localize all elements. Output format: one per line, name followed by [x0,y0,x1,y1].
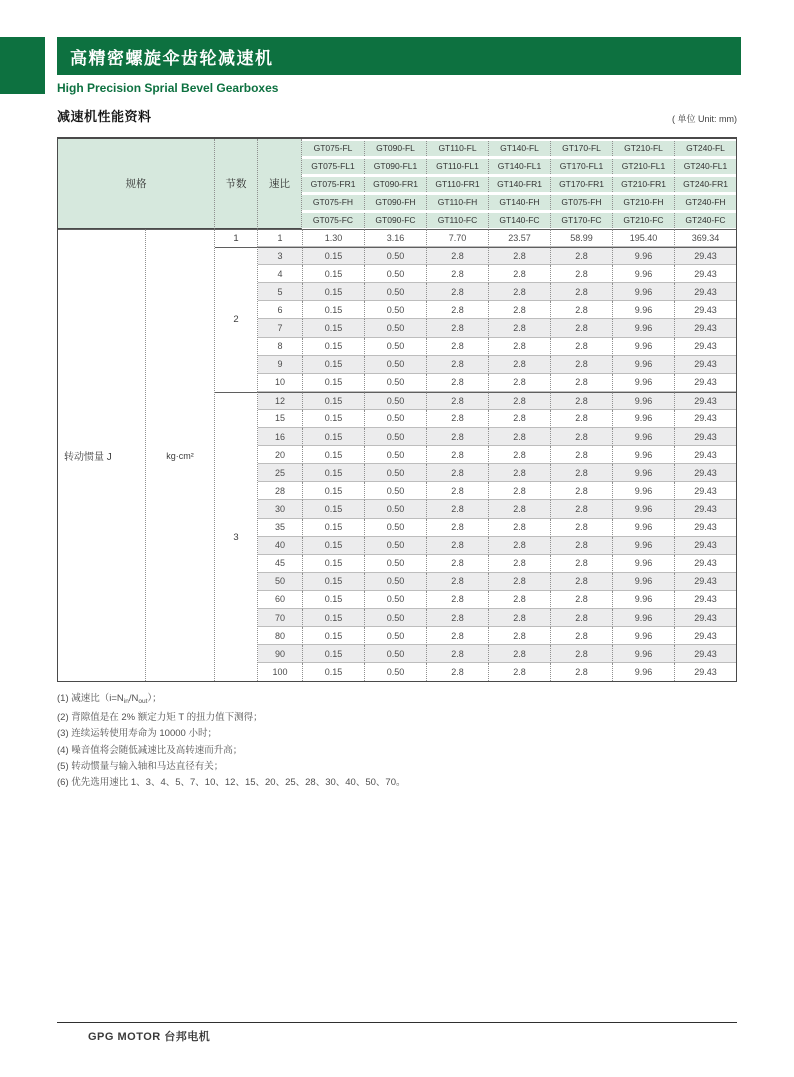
value-cell: 2.8 [488,482,550,500]
value-cell: 9.96 [612,283,674,301]
value-cell: 0.50 [364,537,426,555]
value-cell: 0.15 [302,482,364,500]
ratio-cell: 40 [258,537,302,555]
value-cell: 9.96 [612,301,674,319]
value-cell: 7.70 [426,229,488,247]
ratio-cell: 1 [258,229,302,247]
value-cell: 2.8 [550,519,612,537]
ratio-cell: 12 [258,392,302,410]
model-header-cell: GT240-FR1 [674,177,736,192]
value-cell: 0.15 [302,247,364,265]
value-cell: 2.8 [426,283,488,301]
footnote-4: (4) 噪音值将会随低减速比及高转速而升高； [57,744,243,756]
value-cell: 2.8 [488,428,550,446]
value-cell: 0.15 [302,645,364,663]
ratio-cell: 10 [258,374,302,392]
value-cell: 2.8 [426,482,488,500]
value-cell: 9.96 [612,265,674,283]
value-cell: 29.43 [674,645,736,663]
value-cell: 29.43 [674,464,736,482]
value-cell: 2.8 [550,555,612,573]
footnote-1-text: (1) 减速比（i=N [57,693,124,704]
spec-table [57,137,737,682]
footnote-1 [57,691,737,710]
value-cell: 2.8 [488,464,550,482]
model-header-cell: GT075-FH [302,195,364,210]
value-cell: 0.15 [302,392,364,410]
value-cell: 9.96 [612,428,674,446]
value-cell: 29.43 [674,663,736,681]
value-cell: 2.8 [550,265,612,283]
value-cell: 2.8 [426,356,488,374]
value-cell: 2.8 [426,392,488,410]
value-cell: 0.50 [364,663,426,681]
ratio-cell: 4 [258,265,302,283]
value-cell: 9.96 [612,500,674,518]
value-cell: 2.8 [426,446,488,464]
value-cell: 2.8 [550,464,612,482]
value-cell: 0.15 [302,265,364,283]
value-cell: 2.8 [426,573,488,591]
model-header-cell: GT090-FL1 [364,159,426,174]
value-cell: 2.8 [488,609,550,627]
value-cell: 0.15 [302,410,364,428]
page-edge-tab [0,37,45,94]
ratio-cell: 8 [258,338,302,356]
footnote-1-text: /N [128,693,139,704]
page-title: 高精密螺旋伞齿轮减速机 [70,48,274,68]
value-cell: 29.43 [674,446,736,464]
value-cell: 9.96 [612,555,674,573]
model-header-cell: GT140-FL [488,141,550,156]
section-header [57,106,737,125]
footer-brand: GPG MOTOR 台邦电机 [88,1031,211,1043]
model-header-cell: GT140-FC [488,213,550,228]
value-cell: 9.96 [612,663,674,681]
value-cell: 0.15 [302,374,364,392]
footnote-1-sub-out: out [138,698,148,705]
value-cell: 0.15 [302,573,364,591]
value-cell: 9.96 [612,356,674,374]
value-cell: 0.50 [364,428,426,446]
value-cell: 2.8 [550,428,612,446]
value-cell: 0.50 [364,356,426,374]
value-cell: 0.50 [364,645,426,663]
value-cell: 0.50 [364,609,426,627]
ratio-cell: 9 [258,356,302,374]
value-cell: 2.8 [426,537,488,555]
ratio-cell: 28 [258,482,302,500]
value-cell: 29.43 [674,392,736,410]
model-header-cell: GT240-FL1 [674,159,736,174]
model-header-cell: GT090-FC [364,213,426,228]
value-cell: 0.50 [364,555,426,573]
value-cell: 2.8 [550,301,612,319]
value-cell: 0.50 [364,500,426,518]
value-cell: 2.8 [550,283,612,301]
ratio-cell: 20 [258,446,302,464]
footnote-1-text: ）； [147,693,162,704]
value-cell: 2.8 [488,645,550,663]
value-cell: 9.96 [612,609,674,627]
ratio-cell: 35 [258,519,302,537]
value-cell: 2.8 [488,247,550,265]
ratio-cell: 7 [258,319,302,337]
value-cell: 9.96 [612,374,674,392]
page-subtitle: High Precision Sprial Bevel Gearboxes [57,81,279,95]
value-cell: 2.8 [550,446,612,464]
ratio-cell: 5 [258,283,302,301]
value-cell: 29.43 [674,283,736,301]
value-cell: 2.8 [550,374,612,392]
ratio-cell: 60 [258,591,302,609]
title-bar [57,37,741,75]
value-cell: 0.50 [364,265,426,283]
value-cell: 2.8 [550,356,612,374]
value-cell: 0.15 [302,663,364,681]
model-header-cell: GT090-FR1 [364,177,426,192]
value-cell: 2.8 [426,519,488,537]
value-cell: 2.8 [488,500,550,518]
model-header-cell: GT075-FL1 [302,159,364,174]
section-title: 减速机性能资料 [57,109,152,124]
value-cell: 2.8 [426,247,488,265]
value-cell: 23.57 [488,229,550,247]
value-cell: 0.15 [302,446,364,464]
value-cell: 2.8 [488,374,550,392]
value-cell: 2.8 [488,573,550,591]
value-cell: 0.50 [364,573,426,591]
value-cell: 29.43 [674,301,736,319]
ratio-cell: 50 [258,573,302,591]
value-cell: 9.96 [612,591,674,609]
value-cell: 2.8 [550,392,612,410]
model-header-cell: GT140-FH [488,195,550,210]
value-cell: 0.15 [302,609,364,627]
value-cell: 2.8 [488,555,550,573]
value-cell: 0.50 [364,591,426,609]
value-cell: 0.50 [364,627,426,645]
value-cell: 9.96 [612,482,674,500]
value-cell: 2.8 [426,301,488,319]
value-cell: 0.50 [364,410,426,428]
value-cell: 0.50 [364,338,426,356]
spec-label-cell: 转动惯量 J [58,229,146,681]
value-cell: 2.8 [426,555,488,573]
value-cell: 0.50 [364,283,426,301]
value-cell: 2.8 [550,609,612,627]
value-cell: 0.50 [364,247,426,265]
stage-cell: 1 [215,229,258,247]
value-cell: 2.8 [426,338,488,356]
value-cell: 2.8 [550,591,612,609]
value-cell: 9.96 [612,464,674,482]
value-cell: 29.43 [674,591,736,609]
ratio-cell: 3 [258,247,302,265]
model-header-cell: GT210-FC [612,213,674,228]
value-cell: 29.43 [674,500,736,518]
value-cell: 2.8 [488,356,550,374]
value-cell: 0.15 [302,319,364,337]
value-cell: 0.50 [364,464,426,482]
footnote-6: (6) 优先选用速比 1、3、4、5、7、10、12、15、20、25、28、30、40、50、70。 [57,777,406,789]
value-cell: 58.99 [550,229,612,247]
value-cell: 29.43 [674,609,736,627]
ratio-cell: 16 [258,428,302,446]
value-cell: 2.8 [550,500,612,518]
value-cell: 9.96 [612,319,674,337]
value-cell: 0.50 [364,301,426,319]
value-cell: 2.8 [426,464,488,482]
value-cell: 29.43 [674,428,736,446]
value-cell: 0.15 [302,428,364,446]
value-cell: 29.43 [674,319,736,337]
value-cell: 9.96 [612,645,674,663]
model-header-cell: GT110-FC [426,213,488,228]
model-header-cell: GT240-FL [674,141,736,156]
value-cell: 2.8 [488,591,550,609]
model-header-cell: GT170-FR1 [550,177,612,192]
ratio-cell: 90 [258,645,302,663]
value-cell: 2.8 [550,663,612,681]
model-header-cell: GT170-FL [550,141,612,156]
value-cell: 2.8 [488,283,550,301]
value-cell: 0.50 [364,374,426,392]
model-header-cell: GT090-FH [364,195,426,210]
header-ratio: 速比 [258,139,302,229]
value-cell: 2.8 [550,537,612,555]
value-cell: 2.8 [488,338,550,356]
value-cell: 29.43 [674,410,736,428]
model-header-cell: GT110-FR1 [426,177,488,192]
model-header-cell: GT110-FL1 [426,159,488,174]
footnote-3: (3) 连续运转使用寿命为 10000 小时； [57,728,217,740]
ratio-cell: 6 [258,301,302,319]
value-cell: 2.8 [426,265,488,283]
header-spec: 规格 [58,139,215,229]
value-cell: 9.96 [612,410,674,428]
model-header-cell: GT140-FL1 [488,159,550,174]
value-cell: 2.8 [488,537,550,555]
model-header-cell: GT075-FC [302,213,364,228]
footnotes [57,691,737,791]
value-cell: 2.8 [488,410,550,428]
value-cell: 369.34 [674,229,736,247]
value-cell: 2.8 [550,410,612,428]
value-cell: 0.15 [302,555,364,573]
model-header-cell: GT140-FR1 [488,177,550,192]
value-cell: 9.96 [612,338,674,356]
value-cell: 29.43 [674,247,736,265]
model-header-cell: GT240-FC [674,213,736,228]
value-cell: 2.8 [426,374,488,392]
value-cell: 0.50 [364,519,426,537]
value-cell: 29.43 [674,519,736,537]
value-cell: 2.8 [426,428,488,446]
value-cell: 0.15 [302,356,364,374]
ratio-cell: 25 [258,464,302,482]
unit-note: ( 单位 Unit: mm) [672,114,737,124]
value-cell: 2.8 [550,482,612,500]
value-cell: 29.43 [674,356,736,374]
value-cell: 0.15 [302,591,364,609]
value-cell: 9.96 [612,446,674,464]
value-cell: 2.8 [488,519,550,537]
value-cell: 2.8 [426,663,488,681]
value-cell: 2.8 [550,645,612,663]
value-cell: 2.8 [426,410,488,428]
value-cell: 0.50 [364,482,426,500]
value-cell: 9.96 [612,247,674,265]
model-header-cell: GT075-FH [550,195,612,210]
value-cell: 2.8 [550,338,612,356]
value-cell: 2.8 [488,446,550,464]
value-cell: 9.96 [612,537,674,555]
model-header-cell: GT240-FH [674,195,736,210]
value-cell: 29.43 [674,374,736,392]
value-cell: 9.96 [612,627,674,645]
model-header-cell: GT075-FL [302,141,364,156]
value-cell: 1.30 [302,229,364,247]
stage-cell: 2 [215,247,258,392]
value-cell: 29.43 [674,338,736,356]
value-cell: 9.96 [612,573,674,591]
value-cell: 0.50 [364,319,426,337]
value-cell: 2.8 [488,319,550,337]
value-cell: 2.8 [488,627,550,645]
model-header-cell: GT170-FC [550,213,612,228]
value-cell: 2.8 [550,627,612,645]
ratio-cell: 45 [258,555,302,573]
value-cell: 29.43 [674,537,736,555]
value-cell: 195.40 [612,229,674,247]
model-header-cell: GT210-FL1 [612,159,674,174]
model-header-cell: GT090-FL [364,141,426,156]
value-cell: 29.43 [674,573,736,591]
footnote-2: (2) 背隙值是在 2% 额定力矩 T 的扭力值下测得； [57,712,263,724]
value-cell: 29.43 [674,627,736,645]
model-header-cell: GT170-FL1 [550,159,612,174]
value-cell: 2.8 [488,265,550,283]
model-header-cell: GT210-FR1 [612,177,674,192]
value-cell: 0.50 [364,446,426,464]
footnote-5: (5) 转动惯量与输入轴和马达直径有关； [57,760,224,772]
ratio-cell: 70 [258,609,302,627]
header-stages: 节数 [215,139,258,229]
value-cell: 2.8 [426,609,488,627]
ratio-cell: 30 [258,500,302,518]
value-cell: 2.8 [488,301,550,319]
value-cell: 9.96 [612,519,674,537]
ratio-cell: 100 [272,667,288,678]
value-cell: 0.15 [302,338,364,356]
value-cell: 9.96 [612,392,674,410]
footer-rule [57,1022,737,1023]
value-cell: 0.15 [302,519,364,537]
value-cell: 0.15 [302,627,364,645]
model-header-cell: GT210-FL [612,141,674,156]
value-cell: 0.15 [302,301,364,319]
value-cell: 0.15 [302,500,364,518]
value-cell: 2.8 [488,663,550,681]
value-cell: 2.8 [550,573,612,591]
value-cell: 0.15 [302,537,364,555]
ratio-cell: 80 [258,627,302,645]
value-cell: 29.43 [674,482,736,500]
value-cell: 3.16 [364,229,426,247]
model-header-cell: GT075-FR1 [302,177,364,192]
value-cell: 2.8 [426,591,488,609]
value-cell: 0.15 [302,283,364,301]
value-cell: 0.50 [364,392,426,410]
value-cell: 2.8 [426,319,488,337]
stage-cell: 3 [215,392,258,682]
model-header-cell: GT210-FH [612,195,674,210]
value-cell: 2.8 [488,392,550,410]
value-cell: 2.8 [426,645,488,663]
ratio-cell: 15 [258,410,302,428]
model-header-cell: GT110-FL [426,141,488,156]
footnote-1-sub-in: in [123,698,129,705]
value-cell: 2.8 [550,319,612,337]
value-cell: 29.43 [674,555,736,573]
value-cell: 2.8 [550,247,612,265]
value-cell: 29.43 [674,265,736,283]
spec-unit-cell: kg·cm² [146,229,215,681]
value-cell: 0.15 [302,464,364,482]
value-cell: 2.8 [426,500,488,518]
model-header-cell: GT110-FH [426,195,488,210]
value-cell: 2.8 [426,627,488,645]
